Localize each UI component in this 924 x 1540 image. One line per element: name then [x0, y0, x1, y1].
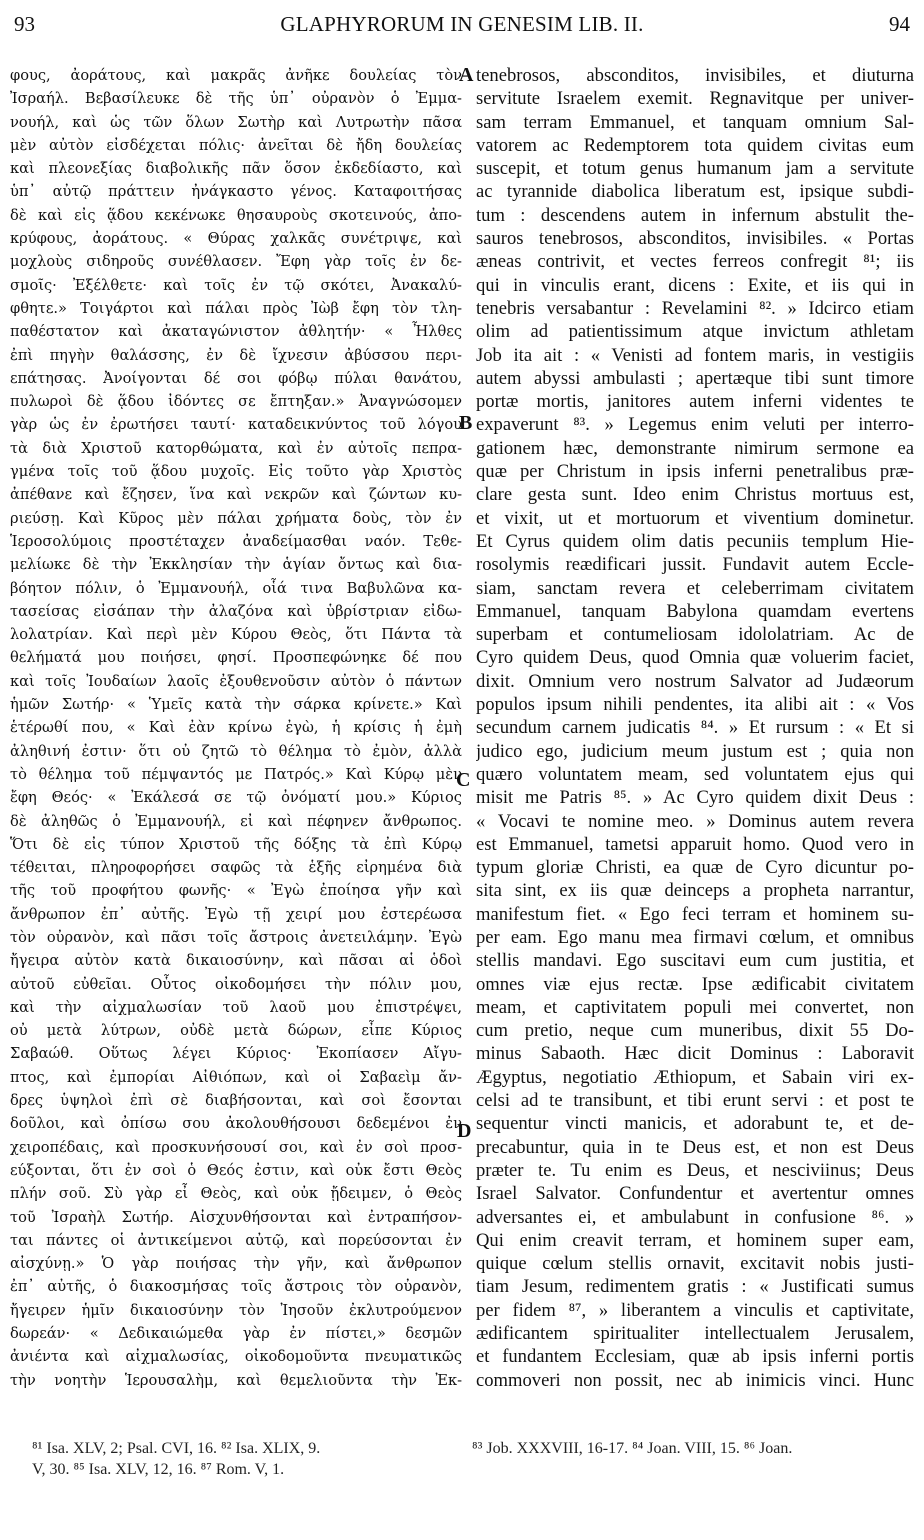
latin-text-line: tiam Jesum, redimentem gratis : « Justificati sumus: [476, 1276, 914, 1298]
latin-text-line: clare gesta sunt. Ideo enim Christus mortuus est,: [476, 484, 914, 506]
greek-text-line: φθητε.» Τοιγάρτοι καὶ πάλαι πρὸς Ἰὼβ ἔφη τὸν τλη-: [10, 299, 462, 317]
greek-text-line: ται πάντες οἱ ἀντικείμενοι αὐτῷ, καὶ πορεύσονται ἐν: [10, 1231, 462, 1249]
greek-text-line: δὲ ἀληθῶς ὁ Ἐμμανουήλ, εἰ καὶ πέφηνεν ἄνθρωπος.: [10, 812, 462, 830]
latin-text-line: et vixit, ut et mortuorum et viventium dominetur.: [476, 507, 914, 529]
greek-text-line: μὲν αὐτὸν εἰσδέχεται πόλις· ἀνεῖται δὲ ἤδη δουλείας: [10, 136, 462, 154]
greek-text-line: ἤγειρα αὐτὸν κατὰ δικαιοσύνην, καὶ πᾶσαι αἱ ὁδοὶ: [10, 952, 462, 970]
latin-text-line: superbam et contumeliosam idololatriam. Ac de: [476, 624, 914, 646]
greek-text-line: τὸν οὐρανὸν, καὶ πᾶσι τοῖς ἄστροις ἀνετειλάμην. Ἐγὼ: [10, 928, 462, 946]
greek-text-line: θελήματά μου ποιήσει, φησί. Προσπεφώνηκε δέ που: [10, 649, 462, 667]
greek-text-line: ἀπέθανε καὶ ἔζησεν, ἵνα καὶ νεκρῶν καὶ ζώντων κυ-: [10, 486, 462, 504]
greek-text-line: ἄνθρωπον ἐπ᾽ αὐτῆς. Ἐγὼ τῇ χειρί μου ἐστερέωσα: [10, 905, 462, 923]
greek-text-line: Ὅτι δὲ εἰς τύπον Χριστοῦ τῆς δόξης τὰ ἐπὶ Κύρῳ: [10, 835, 462, 853]
latin-text-line: precabuntur, quia in te Deus est, et non est Deus: [476, 1136, 914, 1158]
greek-text-line: σμοῖς· Ἐξέλθετε· καὶ τοῖς ἐν τῷ σκότει, Ἀνακαλύ-: [10, 276, 462, 294]
latin-text-line: meam, et captivitatem populi mei convertet, non: [476, 996, 914, 1018]
latin-text-line: vatorem ac Redemptorem tota quidem civitas eum: [476, 134, 914, 156]
greek-text-line: πλήν σοῦ. Σὺ γὰρ εἶ Θεὸς, καὶ οὐκ ᾔδειμεν, ὁ Θεὸς: [10, 1185, 462, 1203]
running-header: [0, 12, 924, 42]
greek-text-line: καὶ τὴν αἰχμαλωσίαν τοῦ λαοῦ μου ἐπιστρέψει,: [10, 998, 462, 1016]
greek-text-line: ριεύσῃ. Καὶ Κῦρος μὲν πάλαι χρήματα δοὺς, τὸν ἐν: [10, 509, 462, 527]
greek-text-line: Σαβαώθ. Οὕτως λέγει Κύριος· Ἐκοπίασεν Αἴγυ-: [10, 1045, 462, 1063]
latin-text-line: quæro voluntatem meam, sed voluntatem ejus qui: [476, 763, 914, 785]
page-number-right: 94: [889, 12, 910, 36]
latin-text-line: manifestum fiet. « Ego feci terram et hominem su-: [476, 903, 914, 925]
latin-text-line: quique cœlum stellis ornavit, excitavit nobis justi-: [476, 1253, 914, 1275]
latin-text-line: servitute Israelem exemit. Regnavitque per univer-: [476, 88, 914, 110]
greek-text-line: τέθειται, πληροφορήσει σαφῶς τὰ ἑξῆς εἰρημένα διὰ: [10, 859, 462, 877]
latin-text-line: sita sint, ex iis quæ deinceps a propheta narrantur,: [476, 880, 914, 902]
greek-text-line: τὴν νοητὴν Ἱερουσαλὴμ, καὶ θεμελιοῦντα τὴν Ἐκ-: [10, 1371, 462, 1389]
greek-text-line: τοῦ Ἰσραὴλ Σωτήρ. Αἰσχυνθήσονται καὶ ἐντραπήσον-: [10, 1208, 462, 1226]
latin-text-line: præter te. Tu enim es Deus, et nesciviinus; Deus: [476, 1159, 914, 1181]
footnote-line: ⁸¹ Isa. XLV, 2; Psal. CVI, 16. ⁸² Isa. XLIX, 9.: [32, 1440, 321, 1457]
latin-text-line: portæ mortis, janitores autem inferni videntes te: [476, 391, 914, 413]
margin-marker-b: B: [459, 412, 473, 434]
running-title: GLAPHYRORUM IN GENESIM LIB. II.: [280, 12, 644, 36]
latin-text-line: autem abyssi ambulasti ; apertæque tibi sunt timore: [476, 367, 914, 389]
latin-text-line: rosolymis reædificari jussit. Fundavit autem Eccle-: [476, 554, 914, 576]
latin-text-line: siam, sanctam revera et celeberrimam civitatem: [476, 577, 914, 599]
latin-text-line: Cyro quidem Deus, quod Omnia quæ voluerim faciet,: [476, 647, 914, 669]
greek-text-line: φους, ἀοράτους, καὶ μακρᾶς ἀνῆκε δουλείας τὸν: [10, 67, 462, 84]
latin-text-line: Israel Salvator. Confundentur et avertentur omnes: [476, 1183, 914, 1205]
greek-text-line: τῆς τοῦ προφήτου φωνῆς· « Ἐγὼ ἐποίησα γῆν καὶ: [10, 882, 462, 900]
latin-text-line: Et Cyrus quidem olim datis pecuniis templum Hie-: [476, 530, 914, 552]
latin-text-line: sam terram Emmanuel, et tanquam omnium Sal-: [476, 111, 914, 133]
footnote-line: ⁸³ Job. XXXVIII, 16-17. ⁸⁴ Joan. VIII, 15. ⁸⁶ Joan.: [472, 1440, 793, 1457]
latin-text-line: sequentur vincti manicis, et adorabunt te, et de-: [476, 1113, 914, 1135]
latin-text-line: est Emmanuel, tametsi apparuit homo. Quod vero in: [476, 833, 914, 855]
latin-text-line: Ægyptus, negotiatio Æthiopum, et Sabain viri ex-: [476, 1066, 914, 1088]
greek-text-line: αὐτοῦ εὐθεῖαι. Οὗτος οἰκοδομήσει τὴν πόλιν μου,: [10, 975, 462, 993]
latin-text-line: celsi ad te transibunt, et tibi erunt servi : et post te: [476, 1090, 914, 1112]
latin-text-line: æneas contrivit, et vectes ferreos confregit ⁸¹; iis: [476, 251, 914, 273]
latin-text-line: expaverunt ⁸³. » Legemus enim veluti per interro-: [476, 414, 914, 436]
latin-text-line: cum pretio, neque cum muneribus, dixit 55 Do-: [476, 1020, 914, 1042]
greek-text-line: τασείσας εἰσάπαν τὴν ἀλαζόνα καὶ ὑβρίστριαν εἰδω-: [10, 602, 462, 620]
greek-text-line: δρες ὑψηλοὶ ἐπὶ σὲ διαβήσονται, καὶ σοὶ ἔσονται: [10, 1092, 462, 1110]
greek-text-line: ἐπ᾽ αὐτῆς, ὁ διακοσμήσας τοῖς ἄστροις τὸν οὐρανὸν,: [10, 1278, 462, 1296]
latin-text-line: minus Sabaoth. Hæc dicit Dominus : Laboravit: [476, 1043, 914, 1065]
greek-text-line: δοῦλοι, καὶ ὀπίσω σου ἀκολουθήσουσι δεδεμένοι ἐν: [10, 1115, 462, 1133]
greek-text-line: οὐ μετὰ λύτρων, οὐδὲ μετὰ δώρων, εἶπε Κύριος: [10, 1022, 462, 1040]
latin-text-line: per fidem ⁸⁷, » liberantem a vinculis et captivitate,: [476, 1299, 914, 1321]
latin-text-line: per eam. Ego manu mea firmavi cœlum, et omnibus: [476, 926, 914, 948]
latin-text-line: dixit. Omnium vero nostrum Salvator ad Judæorum: [476, 670, 914, 692]
greek-text-line: γμένα τοῖς τοῦ ᾅδου μυχοῖς. Εἰς τοῦτο γὰρ Χριστὸς: [10, 463, 462, 481]
greek-text-line: δωρεάν· « Δεδικαιώμεθα γὰρ ἐν πίστει,» δεσμῶν: [10, 1325, 462, 1343]
latin-column: [476, 64, 914, 1400]
greek-text-line: ἔφη Θεός· « Ἐκάλεσά σε τῷ ὀνόματί μου.» Κύριος: [10, 789, 462, 807]
greek-column: [10, 64, 462, 1400]
greek-text-line: ἤγειρεν ἡμῖν δικαιοσύνην τὸν Ἰησοῦν ἐκλυτρούμενον: [10, 1301, 462, 1319]
latin-text-line: tenebrosos, absconditos, invisibiles, et diuturna: [476, 65, 914, 86]
greek-text-line: μελίωκε δὲ τὴν Ἐκκλησίαν τὴν ἁγίαν ὄντως καὶ δια-: [10, 556, 462, 574]
greek-text-line: γὰρ ὡς ἐν ἐρωτήσει ταυτί· καταδεικνύντος τοῦ λόγου: [10, 416, 462, 434]
margin-marker-a: A: [459, 64, 474, 86]
margin-marker-d: D: [457, 1120, 472, 1142]
latin-text-line: « Vocavi te nomine meo. » Dominus autem revera: [476, 810, 914, 832]
footnotes-left: [32, 1438, 472, 1480]
greek-text-line: ὑπ᾽ αὐτῷ πράττειν ἠνάγκαστο γένος. Καταφοιτήσας: [10, 183, 462, 201]
greek-text-line: εύξονται, ὅτι ἐν σοὶ ὁ Θεός ἐστιν, καὶ οὐκ ἔστι Θεὸς: [10, 1161, 462, 1179]
greek-text-line: ἀνιέντα καὶ αἰχμαλωσίας, οἰκοδομοῦντα πνευματικῶς: [10, 1348, 462, 1366]
greek-text-line: ἀληθινή ἐστιν· ὅτι οὐ ζητῶ τὸ θέλημα τὸ ἐμὸν, ἀλλὰ: [10, 742, 462, 760]
greek-text-line: χειροπέδαις, καὶ προσκυνήσουσί σοι, καὶ ἐν σοὶ προσ-: [10, 1138, 462, 1156]
greek-text-line: μοχλοὺς σιδηροῦς συνέθλασεν. Ἔφη γὰρ τοῖς ἐν δε-: [10, 253, 462, 271]
greek-text-line: Ἱεροσολύμοις προστέταχεν ἀναδείμασθαι ναόν. Τεθε-: [10, 532, 462, 550]
latin-text-line: tum : descendens autem in infernum abstulit the-: [476, 204, 914, 226]
greek-text-line: παθέστατον καὶ ἀκαταγώνιστον ἀθλητήν· « Ἦλθες: [10, 323, 462, 341]
greek-text-line: ἐπὶ πηγὴν θαλάσσης, ἐν δὲ ἴχνεσιν ἀβύσσου περι-: [10, 346, 462, 364]
footnotes-right: [472, 1438, 914, 1459]
latin-text-line: secundum carnem judicatis ⁸⁴. » Et rursum : « Et si: [476, 717, 914, 739]
greek-text-line: πτος, καὶ ἐμπορίαι Αἰθιόπων, καὶ οἱ Σαβαεὶμ ἄν-: [10, 1068, 462, 1086]
greek-text-line: καὶ τοῖς Ἰουδαίων λαοῖς ἐξουθενοῦσιν αὐτὸν ὁ πάντων: [10, 672, 462, 690]
latin-text-line: commoveri non possit, nec ab inimicis vinci. Hunc: [476, 1369, 914, 1391]
latin-text-line: stellis mandavi. Ego suscitavi eum cum justitia, et: [476, 950, 914, 972]
greek-text-line: δὲ καὶ εἰς ᾅδου κεκένωκε θησαυροὺς σκοτεινούς, ἀπο-: [10, 206, 462, 224]
latin-text-line: sauros tenebrosos, absconditos, invisibiles. « Portas: [476, 228, 914, 250]
margin-marker-c: C: [456, 769, 471, 791]
latin-text-line: adversantes ei, et ambulabunt in confusione ⁸⁶. »: [476, 1206, 914, 1228]
latin-text-line: ac tyrannide diabolica liberatum est, ipsique subdi-: [476, 181, 914, 203]
latin-text-line: tenebris versabantur : Revelamini ⁸². » Idcirco etiam: [476, 297, 914, 319]
latin-text-line: Qui enim creavit terram, et hominem super eam,: [476, 1229, 914, 1251]
greek-text-line: καὶ πλεονεξίας διαβολικῆς πᾶν ὅσον ἐκδεδίαστο, καὶ: [10, 160, 462, 178]
greek-text-line: βόητον πόλιν, ὁ Ἐμμανουήλ, οἷά τινα Βαβυλῶνα κα-: [10, 579, 462, 597]
latin-text-line: Job ita ait : « Venisti ad fontem maris, in vestigiis: [476, 344, 914, 366]
latin-text-line: omnes viæ ejus rectæ. Ipse ædificabit civitatem: [476, 973, 914, 995]
latin-text-line: gationem hæc, demonstrante nimirum sermone ea: [476, 437, 914, 459]
greek-text-line: τὸ θέλημα τοῦ πέμψαντός με Πατρός.» Καὶ Κύρῳ μὲν: [10, 765, 462, 783]
greek-text-line: νουήλ, καὶ ὡς τῶν ὅλων Σωτὴρ καὶ Λυτρωτὴν πᾶσα: [10, 113, 462, 131]
latin-text-line: olim ad patientissimum atque invictum athletam: [476, 321, 914, 343]
greek-text-line: ἑτέρωθί που, « Καὶ ἐὰν κρίνω ἐγὼ, ἡ κρίσις ἡ ἐμὴ: [10, 719, 462, 737]
latin-text-line: judico ego, judicium meum justum est ; quia non: [476, 740, 914, 762]
greek-text-line: ἡμῶν Σωτήρ· « Ὑμεῖς κατὰ τὴν σάρκα κρίνετε.» Καὶ: [10, 696, 462, 714]
latin-text-line: typum gloriæ Christi, ea quæ de Cyro dicuntur po-: [476, 857, 914, 879]
latin-text-line: populos ipsum nihili pendentes, ita alibi ait : « Vos: [476, 694, 914, 716]
greek-text-line: πυλωροὶ δὲ ᾅδου ἰδόντες σε ἔπτηξαν.» Ἀναγνώσομεν: [10, 393, 462, 411]
greek-text-line: επάτησας. Ἀνοίγονται δέ σοι φόβῳ πύλαι θανάτου,: [10, 369, 462, 387]
latin-text-line: ædificantem spiritualiter intellectualem Jerusalem,: [476, 1323, 914, 1345]
latin-text-line: Emmanuel, tanquam Babylona quamdam evertens: [476, 600, 914, 622]
latin-text-line: et fundantem Ecclesiam, quæ ab ipsis inferni portis: [476, 1346, 914, 1368]
greek-text-line: Ἰσραήλ. Βεβασίλευκε δὲ τῆς ὑπ᾽ οὐρανὸν ὁ Ἐμμα-: [10, 90, 462, 108]
latin-text-line: misit me Patris ⁸⁵. » Ac Cyro quidem dixit Deus :: [476, 787, 914, 809]
greek-text-line: τὰ διὰ Χριστοῦ κατορθώματα, καὶ ἐν αὐτοῖς πεπρα-: [10, 439, 462, 457]
latin-text-line: quæ per Christum in ipsis inferni penetralibus præ-: [476, 461, 914, 483]
greek-text-line: κρύφους, ἀοράτους. « Θύρας χαλκᾶς συνέτριψε, καὶ: [10, 230, 462, 248]
greek-text-line: λολατρίαν. Καὶ περὶ μὲν Κύρου Θεὸς, ὅτι Πάντα τὰ: [10, 626, 462, 644]
latin-text-line: suscepit, et totum genus humanum jam a servitute: [476, 158, 914, 180]
latin-text-line: qui in vinculis erant, dicens : Exite, et iis qui in: [476, 274, 914, 296]
footnote-line: V, 30. ⁸⁵ Isa. XLV, 12, 16. ⁸⁷ Rom. V, 1.: [32, 1461, 285, 1478]
page-number-left: 93: [14, 12, 35, 36]
greek-text-line: αἰσχύνῃ.» Ὁ γὰρ ποιήσας τὴν γῆν, καὶ ἄνθρωπον: [10, 1255, 462, 1273]
